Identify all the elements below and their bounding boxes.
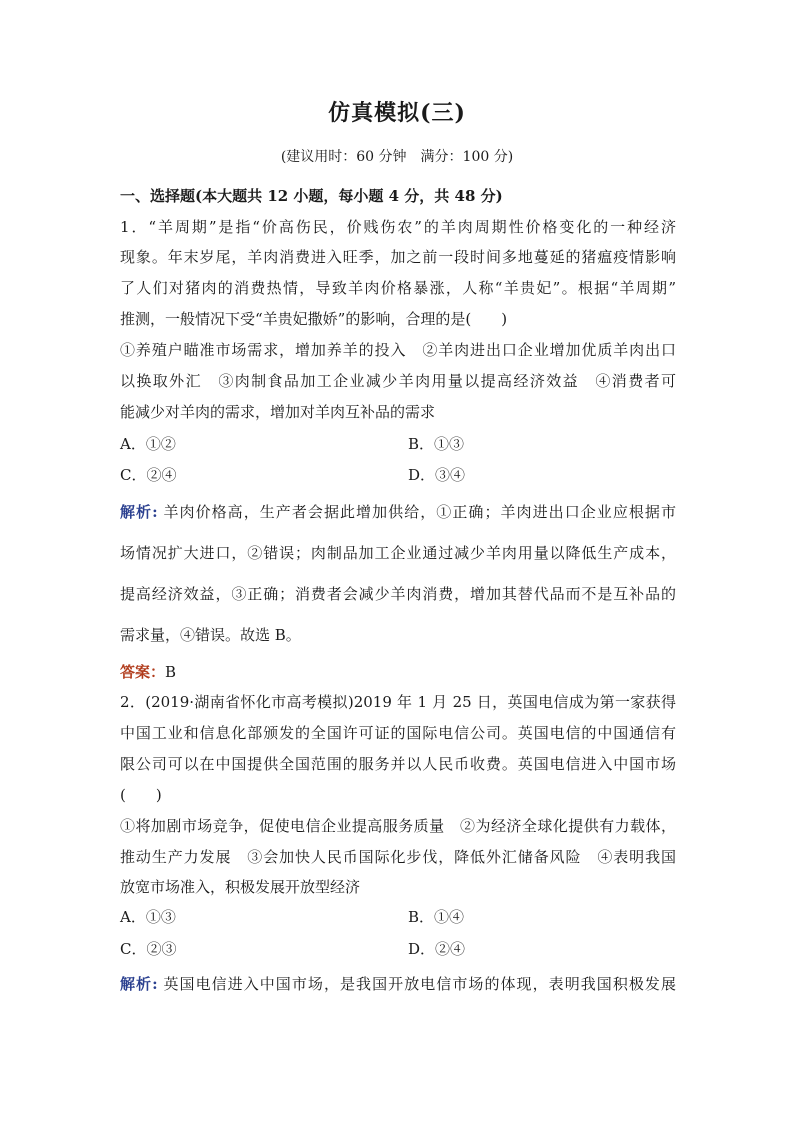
q1-items-line-1: ①养殖户瞄准市场需求，增加养羊的投入 ②羊肉进出口企业增加优质羊肉出口 <box>120 341 676 359</box>
q2-option-a: A．①③ <box>120 908 176 926</box>
q2-option-d: D．②④ <box>408 940 466 958</box>
q2-stem-line-2: 中国工业和信息化部颁发的全国许可证的国际电信公司。英国电信的中国通信有 <box>120 724 676 742</box>
q2-items-line-3: 放宽市场准入，积极发展开放型经济 <box>120 878 361 896</box>
q1-answer-line <box>120 661 676 682</box>
q1-stem-line-4: 推测，一般情况下受“羊贵妃撒娇”的影响，合理的是( ) <box>120 310 508 328</box>
q1-stem-line-2: 现象。年末岁尾，羊肉消费进入旺季，加之前一段时间多地蔓延的猪瘟疫情影响 <box>120 248 676 266</box>
q1-analysis-label: 解析: <box>120 503 158 521</box>
q1-stem-line-1: 1．“羊周期”是指“价高伤民，价贱伤农”的羊肉周期性价格变化的一种经济 <box>120 218 676 236</box>
q1-analysis-text-1: 羊肉价格高，生产者会据此增加供给，①正确；羊肉进出口企业应根据市 <box>163 503 676 521</box>
q1-analysis-line-1 <box>120 501 676 522</box>
q1-option-d: D．③④ <box>408 466 466 484</box>
q2-stem-line-4: ( ) <box>120 786 162 804</box>
q2-option-c: C．②③ <box>120 940 177 958</box>
page-subtitle: (建议用时：60 分钟 满分：100 分) <box>280 149 514 165</box>
q2-analysis-text-1: 英国电信进入中国市场，是我国开放电信市场的体现，表明我国积极发展 <box>163 975 676 993</box>
q1-analysis-line-3: 提高经济效益，③正确；消费者会减少羊肉消费，增加其替代品而不是互补品的 <box>120 585 676 603</box>
q2-items-line-2: 推动生产力发展 ③会加快人民币国际化步伐，降低外汇储备风险 ④表明我国 <box>120 848 676 866</box>
q1-items-line-3: 能减少对羊肉的需求，增加对羊肉互补品的需求 <box>120 403 436 421</box>
q2-stem-line-3: 限公司可以在中国提供全国范围的服务并以人民币收费。英国电信进入中国市场 <box>120 755 676 773</box>
q1-answer-label: 答案： <box>120 663 166 681</box>
q1-option-c: C．②④ <box>120 466 177 484</box>
q2-analysis-line-1 <box>120 973 676 994</box>
q1-option-b: B．①③ <box>408 435 465 453</box>
q2-option-b: B．①④ <box>408 908 465 926</box>
page-title: 仿真模拟(三) <box>328 100 466 126</box>
q2-analysis-label: 解析: <box>120 975 158 993</box>
q1-answer-value: B <box>165 663 177 681</box>
q1-option-a: A．①② <box>120 435 176 453</box>
q2-items-line-1: ①将加剧市场竞争，促使电信企业提高服务质量 ②为经济全球化提供有力载体， <box>120 817 676 835</box>
q1-analysis-line-2: 场情况扩大进口，②错误；肉制品加工企业通过减少羊肉用量以降低生产成本， <box>120 544 676 562</box>
q1-analysis-line-4: 需求量，④错误。故选 B。 <box>120 626 301 644</box>
section-heading: 一、选择题(本大题共 12 小题，每小题 4 分，共 48 分) <box>120 187 503 205</box>
q1-items-line-2: 以换取外汇 ③肉制食品加工企业减少羊肉用量以提高经济效益 ④消费者可 <box>120 372 676 390</box>
q2-stem-line-1: 2．(2019·湖南省怀化市高考模拟)2019 年 1 月 25 日，英国电信成为第一家获得 <box>120 693 676 711</box>
q1-stem-line-3: 了人们对猪肉的消费热情，导致羊肉价格暴涨，人称“羊贵妃”。根据“羊周期” <box>120 279 676 297</box>
